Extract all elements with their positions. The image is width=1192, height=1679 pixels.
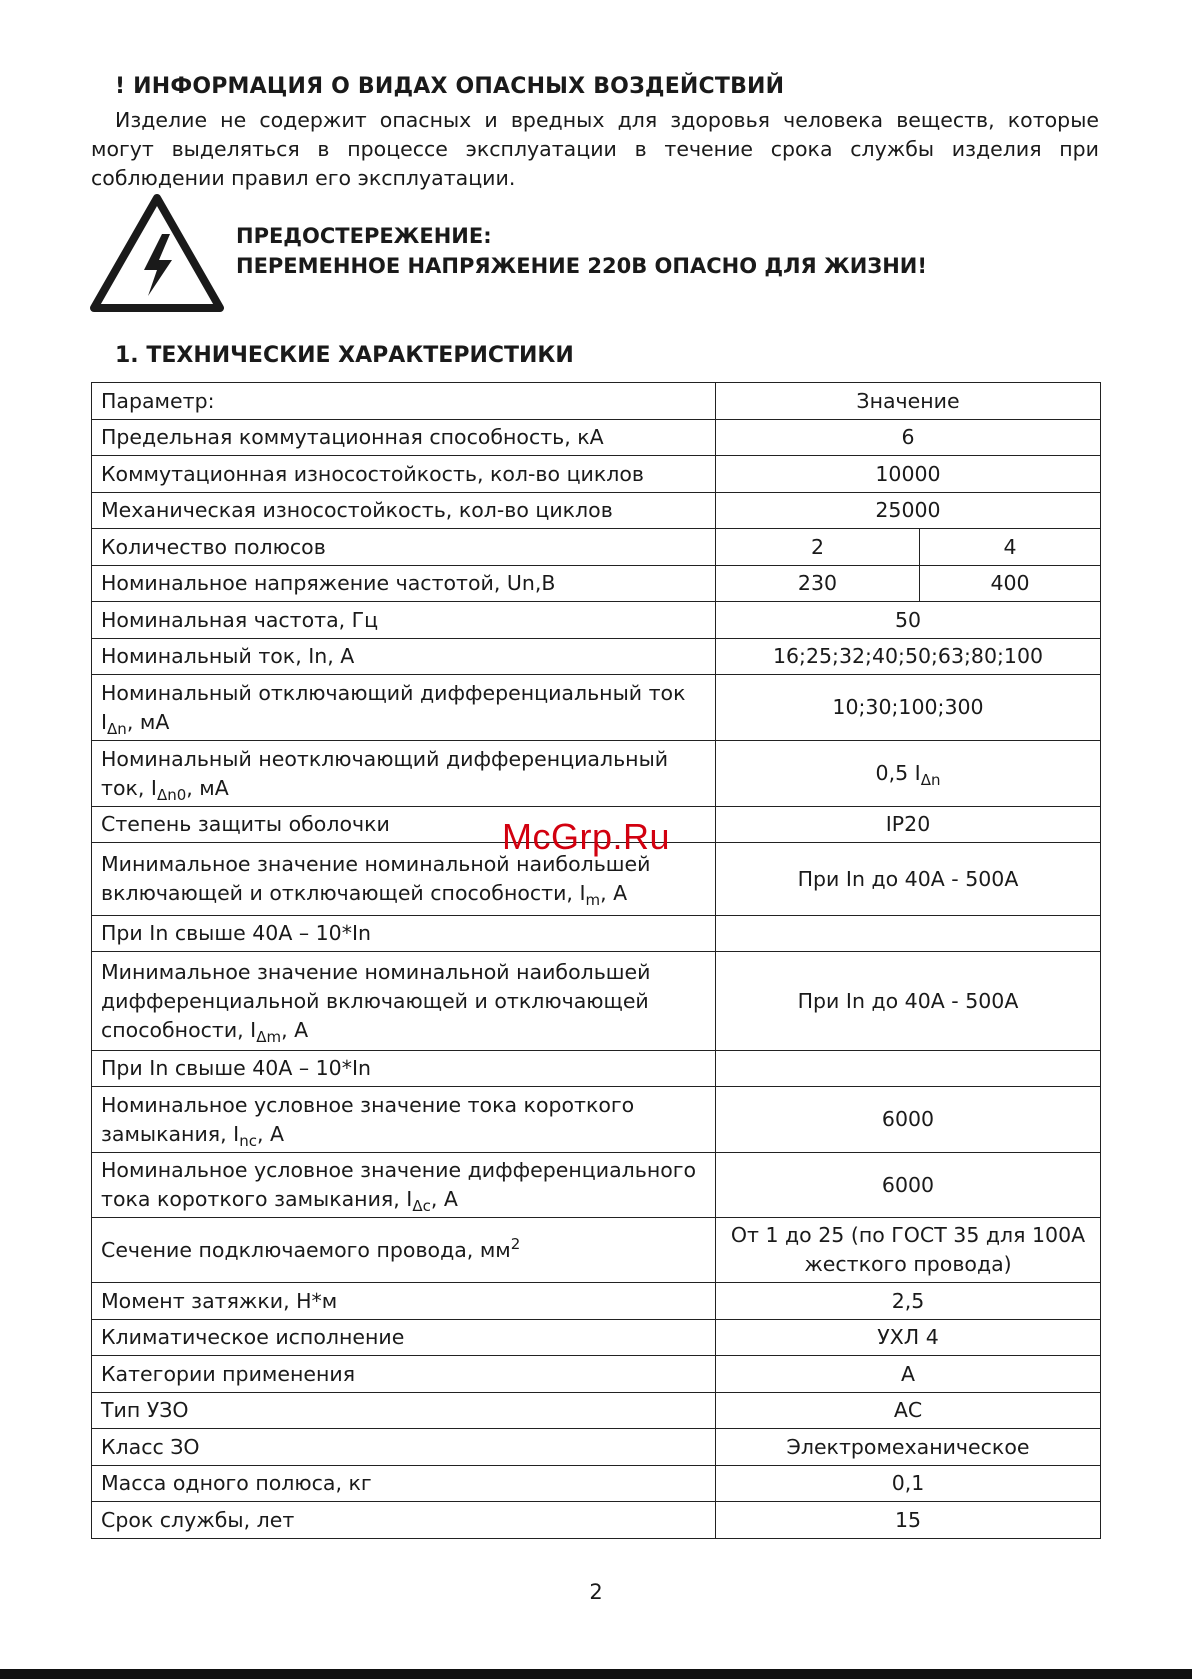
param-cell: Предельная коммутационная способность, кА [92, 420, 716, 456]
table-row [92, 1283, 1101, 1320]
value-subscript: Δn [920, 771, 941, 789]
param-unit: , А [281, 1017, 309, 1042]
value-cell: 2 [716, 529, 920, 566]
param-unit: , А [256, 1121, 285, 1146]
param-cell: Коммутационная износостойкость, кол-во циклов [92, 456, 716, 493]
param-cell: Номинальное напряжение частотой, Un,В [92, 566, 716, 602]
header-value: Значение [716, 383, 1101, 420]
param-cell [92, 1218, 716, 1283]
param-cell: Категории применения [92, 1356, 716, 1393]
table-row [92, 566, 1101, 602]
value-cell: 25000 [716, 493, 1101, 529]
param-cell: Номинальный ток, In, А [92, 639, 716, 675]
param-cell: Тип УЗО [92, 1393, 716, 1429]
param-text: Минимальное значение номинальной наибольшей дифференциальной включающей и отключающей способности, I [101, 959, 651, 1042]
hazard-info-text: Изделие не содержит опасных и вредных для здоровья человека веществ, которые могут выделяться в процессе эксплуатации в течение срока службы изделия при соблюдении правил его эксплуатации. [91, 108, 1099, 190]
value-cell: 16;25;32;40;50;63;80;100 [716, 639, 1101, 675]
header-param: Параметр: [92, 383, 716, 420]
param-subscript: Δc [412, 1197, 431, 1215]
param-cell: Момент затяжки, Н*м [92, 1283, 716, 1320]
table-row [92, 1466, 1101, 1502]
param-cell: Механическая износостойкость, кол-во циклов [92, 493, 716, 529]
param-cell [92, 1153, 716, 1218]
value-cell: 6000 [716, 1087, 1101, 1153]
param-text: Номинальное условное значение тока короткого замыкания, I [101, 1092, 635, 1146]
section-title: 1. ТЕХНИЧЕСКИЕ ХАРАКТЕРИСТИКИ [115, 343, 574, 368]
table-row [92, 420, 1101, 456]
param-subscript: m [585, 891, 601, 909]
table-row [92, 741, 1101, 807]
table-row [92, 602, 1101, 639]
param-subscript: nc [239, 1131, 257, 1150]
value-cell: От 1 до 25 (по ГОСТ 35 для 100А жесткого провода) [716, 1218, 1101, 1283]
param-cell: Срок службы, лет [92, 1502, 716, 1539]
value-cell: 400 [920, 566, 1101, 602]
value-cell: IP20 [716, 807, 1101, 843]
watermark: McGrp.Ru [502, 816, 671, 857]
table-row [92, 456, 1101, 493]
param-cell: При In свыше 40А – 10*In [92, 1051, 716, 1087]
table-row [92, 1153, 1101, 1218]
table-row [92, 639, 1101, 675]
table-row [92, 1356, 1101, 1393]
param-superscript: 2 [510, 1234, 521, 1253]
table-row [92, 1320, 1101, 1356]
value-cell: 2,5 [716, 1283, 1101, 1320]
value-cell: Электромеханическое [716, 1429, 1101, 1466]
param-cell [92, 952, 716, 1051]
param-subscript: Δm [256, 1027, 282, 1046]
value-cell: При In до 40А - 500А [716, 952, 1101, 1051]
table-row [92, 1218, 1101, 1283]
value-cell: 6000 [716, 1153, 1101, 1218]
param-cell: Класс ЗО [92, 1429, 716, 1466]
bottom-divider [0, 1669, 1192, 1679]
table-row [92, 529, 1101, 566]
param-cell: Степень защиты оболочки [92, 807, 716, 843]
high-voltage-warning-icon [88, 192, 226, 314]
table-row [92, 1502, 1101, 1539]
param-cell: Номинальная частота, Гц [92, 602, 716, 639]
table-row [92, 493, 1101, 529]
param-unit: , мА [126, 709, 170, 734]
param-cell: Количество полюсов [92, 529, 716, 566]
hazard-info-heading: ! ИНФОРМАЦИЯ О ВИДАХ ОПАСНЫХ ВОЗДЕЙСТВИЙ [115, 74, 785, 99]
param-cell: Климатическое исполнение [92, 1320, 716, 1356]
value-cell: 15 [716, 1502, 1101, 1539]
param-text: Номинальный отключающий дифференциальный ток I [101, 680, 686, 734]
value-cell: А [716, 1356, 1101, 1393]
value-cell: 4 [920, 529, 1101, 566]
param-text: Сечение подключаемого провода, мм [101, 1237, 511, 1262]
value-cell: 10000 [716, 456, 1101, 493]
param-cell: Масса одного полюса, кг [92, 1466, 716, 1502]
param-cell [92, 675, 716, 741]
param-cell: При In свыше 40А – 10*In [92, 916, 716, 952]
value-cell: При In до 40А - 500А [716, 843, 1101, 916]
param-subscript: Δn [107, 719, 127, 738]
table-row [92, 675, 1101, 741]
table-row [92, 1051, 1101, 1087]
value-text: 0,5 I [875, 761, 921, 785]
param-unit: , А [600, 881, 628, 905]
page-number: 2 [589, 1580, 603, 1604]
table-row [92, 952, 1101, 1051]
warning-message: ПЕРЕМЕННОЕ НАПРЯЖЕНИЕ 220В ОПАСНО ДЛЯ ЖИЗНИ! [236, 254, 927, 278]
param-cell [92, 741, 716, 807]
hazard-info-paragraph [91, 106, 1099, 193]
warning-title: ПРЕДОСТЕРЕЖЕНИЕ: [236, 224, 492, 248]
value-cell: 230 [716, 566, 920, 602]
value-cell [716, 1051, 1101, 1087]
param-text: Номинальное условное значение дифференциального тока короткого замыкания, I [101, 1158, 697, 1211]
table-row [92, 1429, 1101, 1466]
value-cell [716, 741, 1101, 807]
value-cell: АС [716, 1393, 1101, 1429]
table-row [92, 1393, 1101, 1429]
param-text: Номинальный неотключающий дифференциальный ток, I [101, 746, 669, 800]
param-subscript: Δn0 [156, 785, 187, 804]
value-cell: 50 [716, 602, 1101, 639]
param-cell [92, 1087, 716, 1153]
warning-text [236, 221, 927, 281]
param-unit: , А [430, 1187, 458, 1211]
value-cell: УХЛ 4 [716, 1320, 1101, 1356]
param-text: Минимальное значение номинальной наибольшей включающей и отключающей способности, I [101, 852, 651, 905]
specs-table [91, 382, 1101, 1539]
table-header-row [92, 383, 1101, 420]
table-row [92, 916, 1101, 952]
table-row [92, 1087, 1101, 1153]
param-unit: , мА [186, 775, 229, 800]
value-cell [716, 916, 1101, 952]
value-cell: 0,1 [716, 1466, 1101, 1502]
value-cell: 10;30;100;300 [716, 675, 1101, 741]
value-cell: 6 [716, 420, 1101, 456]
